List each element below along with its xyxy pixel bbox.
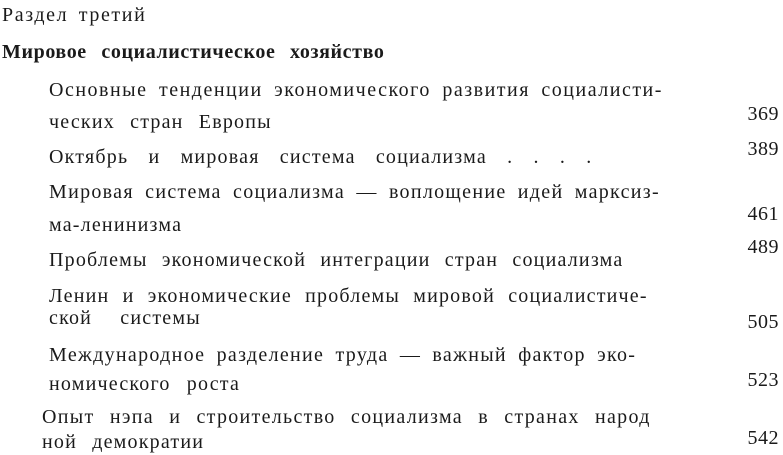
toc-entry-page-number: 389 — [747, 138, 779, 160]
toc-entry-title-line: Мировая система социализма — воплощение идей марксиз- — [49, 181, 660, 203]
toc-entry-title-line: ма-ленинизма — [49, 214, 183, 236]
toc-entry-page-number: 461 — [747, 203, 779, 225]
toc-entry-title-line: ской системы — [49, 307, 201, 329]
toc-entry-page-number: 369 — [747, 103, 779, 125]
toc-entry-title-line: ческих стран Европы — [49, 111, 272, 133]
toc-entry-title-line: Международное разделение труда — важный фактор эко- — [49, 344, 637, 366]
toc-entry-page-number: 523 — [747, 369, 779, 391]
toc-entry-title-line: Основные тенденции экономического развития социалисти- — [49, 79, 663, 101]
toc-entry-title-line: Октябрь и мировая система социализма . . . . — [49, 146, 593, 168]
toc-entry-page-number: 489 — [747, 236, 779, 258]
toc-entry-title-line: ной демократии — [42, 431, 205, 453]
part-title: Мировое социалистическое хозяйство — [2, 41, 385, 63]
toc-entry-title-line: Ленин и экономические проблемы мировой социалистиче- — [49, 285, 648, 307]
toc-entry-title-line: номического роста — [49, 373, 241, 395]
toc-entry-page-number: 505 — [747, 311, 779, 333]
toc-entry-title-line: Проблемы экономической интеграции стран социализма — [49, 249, 624, 271]
section-label: Раздел третий — [2, 4, 147, 26]
toc-entry-title-line: Опыт нэпа и строительство социализма в странах народ — [42, 406, 651, 428]
toc-entry-page-number: 542 — [747, 427, 779, 449]
